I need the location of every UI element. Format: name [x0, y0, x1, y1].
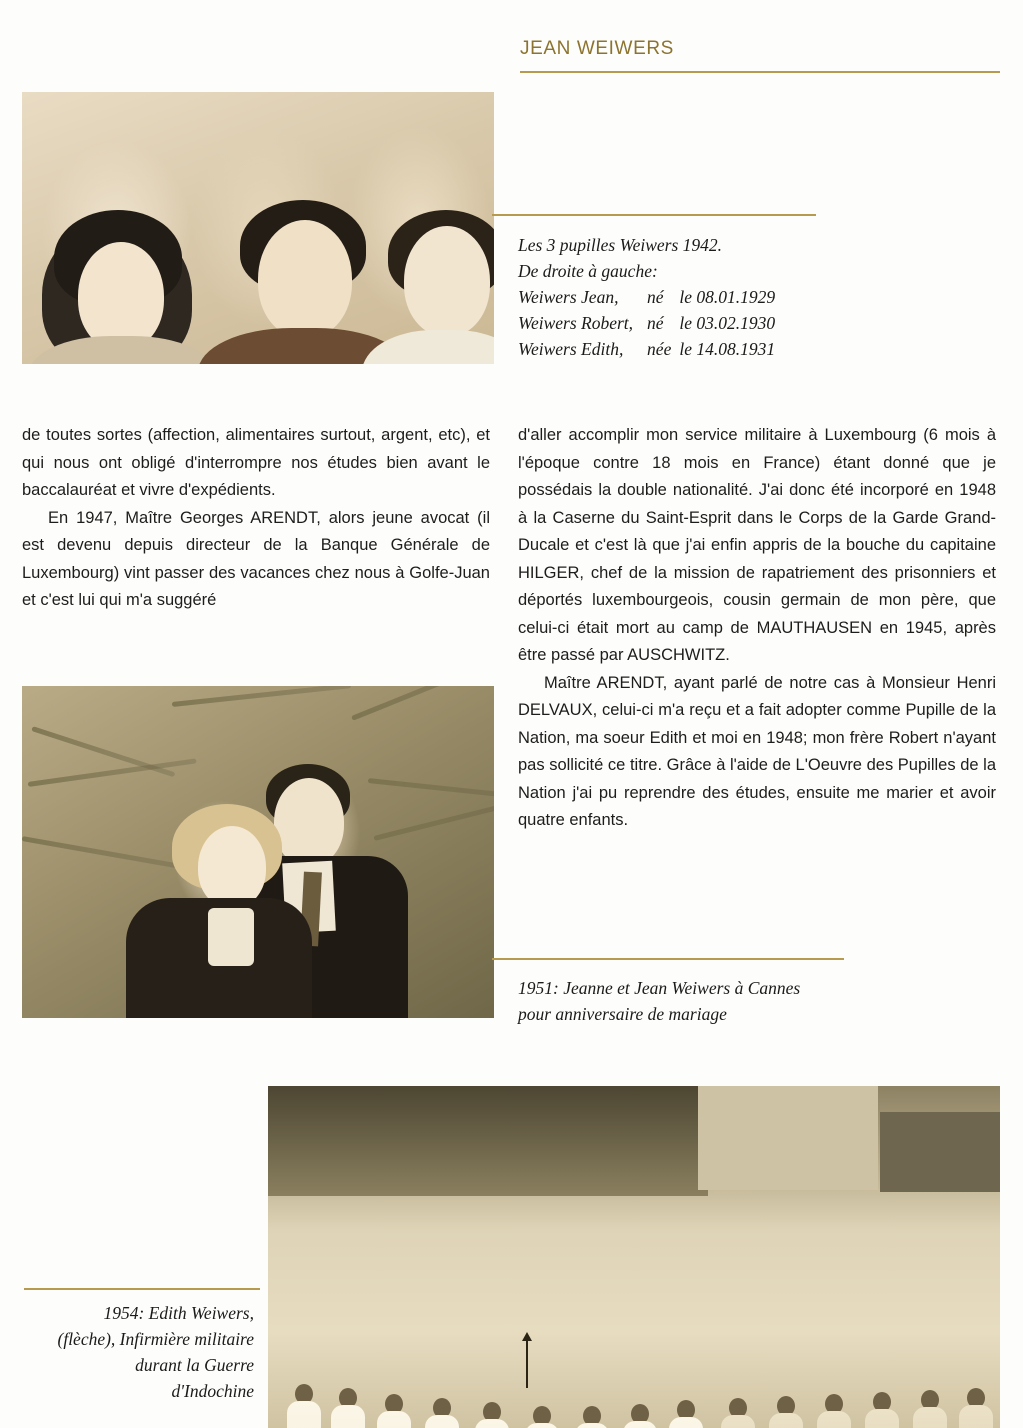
figure-body	[623, 1421, 657, 1428]
figure-body	[721, 1415, 755, 1428]
caption-couple-cannes	[518, 975, 988, 1027]
caption-line: Les 3 pupilles Weiwers 1942.	[518, 235, 723, 255]
figure-body	[575, 1423, 609, 1428]
person-birthdate: le 03.02.1930	[679, 313, 776, 333]
arrow-marker-icon	[526, 1336, 528, 1388]
caption-line: 1951: Jeanne et Jean Weiwers à Cannes	[518, 978, 801, 998]
person-birthdate: le 08.01.1929	[679, 287, 776, 307]
caption-rule-parade	[24, 1288, 260, 1290]
person-name: Weiwers Robert,	[518, 313, 634, 333]
figure-body	[913, 1407, 947, 1428]
figure-head-middle	[258, 220, 352, 338]
person-born-word: née	[647, 339, 672, 359]
figure-body	[817, 1411, 851, 1428]
table-row	[518, 284, 775, 310]
paragraph: Maître ARENDT, ayant parlé de notre cas à Monsieur Henri DELVAUX, celui-ci m'a reçu et a fait adopter comme Pupille de la Nation, ma soeur Edith et moi en 1948; mon frère Robert n'ayant pas sollicité ce titre. Grâce à l'aide de L'Oeuvre des Pupilles de la Nation j'ai pu reprendre des études, ensuite me marier et avoir quatre enfants.	[518, 673, 996, 829]
caption-line: De droite à gauche:	[518, 261, 658, 281]
person-birthdate: le 14.08.1931	[679, 339, 776, 359]
figure-head-man	[274, 778, 344, 866]
caption-rule-siblings	[492, 214, 816, 216]
paragraph: de toutes sortes (affection, alimentaires surtout, argent, etc), et qui nous ont obligé d'interrompre nos études bien avant le baccalauréat et vivre d'expédients.	[22, 426, 490, 499]
body-column-right	[518, 422, 996, 835]
caption-line: pour anniversaire de mariage	[518, 1004, 727, 1024]
person-born-word: né	[647, 287, 664, 307]
paragraph: d'aller accomplir mon service militaire à Luxembourg (6 mois à l'époque contre 18 mois en France) étant donné que je possédais la double nationalité. J'ai donc été incorporé en 1948 à la Caserne du Saint-Esprit dans le Corps de la Garde Grand-Ducale et c'est là que j'ai enfin appris de la bouche du capitaine HILGER, chef de la mission de rapatriement des prisonniers et déportés luxembourgeois, cousin germain de mon père, que celui-ci était mort au camp de MAUTHAUSEN en 1945, après être passé par AUSCHWITZ.	[518, 426, 996, 664]
figure-body	[959, 1405, 993, 1428]
caption-person-table	[518, 284, 775, 362]
figure-body	[331, 1405, 365, 1428]
page-title: JEAN WEIWERS	[520, 38, 674, 59]
figure-body	[425, 1415, 459, 1428]
caption-line: (flèche), Infirmière militaire	[57, 1329, 254, 1349]
figure-head-right	[404, 226, 490, 336]
person-born-word: né	[647, 313, 664, 333]
figure-body	[525, 1423, 559, 1428]
body-column-left	[22, 422, 490, 615]
figure-body	[287, 1401, 321, 1428]
header-rule	[520, 71, 1000, 73]
figure-body	[865, 1409, 899, 1428]
caption-line: durant la Guerre	[135, 1355, 254, 1375]
photo-military-nurses-parade	[268, 1086, 1000, 1428]
figure-body	[669, 1417, 703, 1428]
figure-head-woman	[198, 826, 266, 908]
figure-body	[377, 1411, 411, 1428]
photo-three-siblings	[22, 92, 494, 364]
person-name: Weiwers Jean,	[518, 287, 619, 307]
figure-blouse-woman	[208, 908, 254, 966]
page-header	[520, 38, 1000, 76]
photo-subjects	[22, 686, 494, 1018]
caption-three-siblings	[518, 232, 988, 362]
paragraph: En 1947, Maître Georges ARENDT, alors jeune avocat (il est devenu depuis directeur de la Banque Générale de Luxembourg) vint passer des vacances chez nous à Golfe-Juan et c'est lui qui m'a suggéré	[22, 508, 490, 609]
figure-torso-right	[362, 330, 494, 364]
figure-body	[769, 1413, 803, 1428]
caption-line: d'Indochine	[171, 1381, 254, 1401]
table-row	[518, 310, 775, 336]
figure-body	[475, 1419, 509, 1428]
table-row	[518, 336, 775, 362]
photo-subjects	[22, 92, 494, 364]
figure-head-left	[78, 242, 164, 350]
person-name: Weiwers Edith,	[518, 339, 624, 359]
photo-couple-cannes	[22, 686, 494, 1018]
caption-line: 1954: Edith Weiwers,	[103, 1303, 254, 1323]
caption-military-nurses	[24, 1300, 254, 1404]
caption-rule-couple	[492, 958, 844, 960]
photo-figure-row	[268, 1086, 1000, 1428]
